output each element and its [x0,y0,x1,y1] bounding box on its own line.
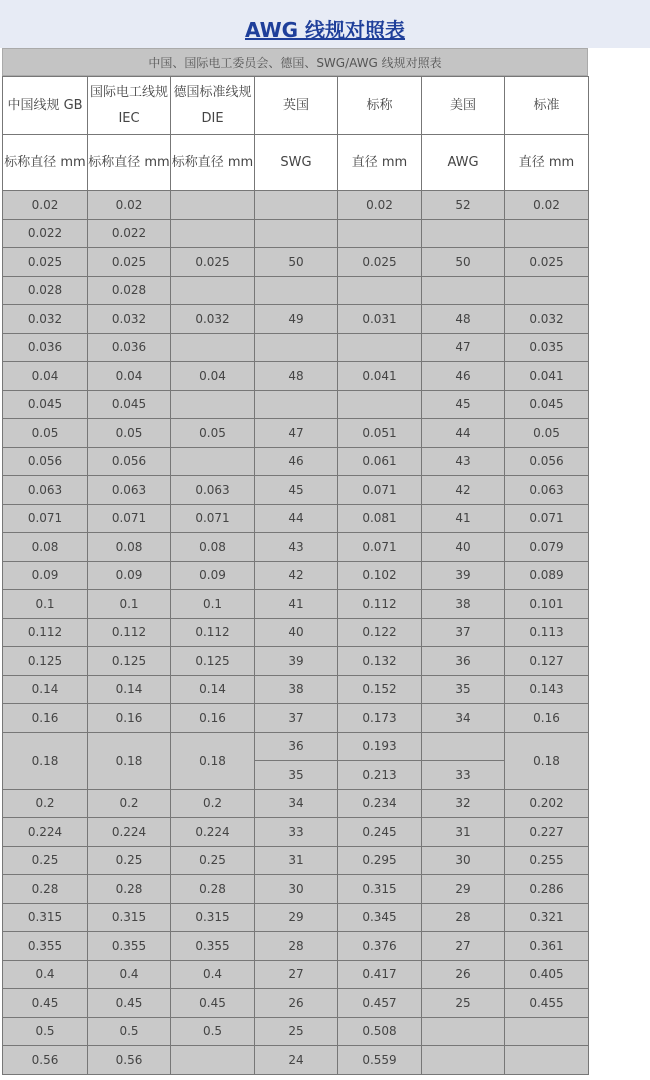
cell-swg-mm: 0.417 [338,960,422,989]
header-row [3,77,589,135]
cell-awg-mm: 0.032 [505,305,589,334]
cell-gb: 0.04 [3,362,88,391]
cell-die [171,191,255,220]
cell-iec: 0.2 [88,789,171,818]
table-row [3,219,589,248]
cell-iec: 0.063 [88,476,171,505]
header-us: 美国 [422,77,505,135]
cell-swg-mm: 0.376 [338,932,422,961]
cell-swg-mm [338,219,422,248]
cell-die: 0.2 [171,789,255,818]
cell-swg-mm [338,276,422,305]
cell-iec: 0.071 [88,504,171,533]
cell-awg-mm: 0.143 [505,675,589,704]
cell-iec: 0.112 [88,618,171,647]
cell-iec: 0.028 [88,276,171,305]
cell-gb: 0.025 [3,248,88,277]
cell-awg: 36 [422,647,505,676]
table-row [3,533,589,562]
cell-swg-mm: 0.061 [338,447,422,476]
cell-swg [255,333,338,362]
table-row [3,590,589,619]
cell-awg: 25 [422,989,505,1018]
cell-swg: 40 [255,618,338,647]
cell-awg-mm: 0.255 [505,846,589,875]
cell-die: 0.355 [171,932,255,961]
cell-die [171,333,255,362]
cell-swg-mm: 0.041 [338,362,422,391]
cell-swg: 50 [255,248,338,277]
cell-gb: 0.355 [3,932,88,961]
header-swg-mm: 直径 mm [338,135,422,191]
cell-gb: 0.28 [3,875,88,904]
cell-awg-mm: 0.071 [505,504,589,533]
cell-awg-mm [505,219,589,248]
cell-awg-mm: 0.405 [505,960,589,989]
cell-swg-mm: 0.193 [338,732,422,761]
cell-awg-mm: 0.056 [505,447,589,476]
table-row [3,561,589,590]
cell-swg: 24 [255,1046,338,1075]
cell-awg: 40 [422,533,505,562]
header-standard: 标准 [505,77,589,135]
cell-awg: 48 [422,305,505,334]
cell-swg: 48 [255,362,338,391]
table-row [3,333,589,362]
cell-awg: 34 [422,704,505,733]
cell-swg-mm: 0.071 [338,476,422,505]
cell-awg-mm: 0.455 [505,989,589,1018]
table-row [3,447,589,476]
cell-swg-mm: 0.025 [338,248,422,277]
cell-swg-mm: 0.234 [338,789,422,818]
header-uk: 英国 [255,77,338,135]
cell-iec: 0.02 [88,191,171,220]
cell-iec: 0.022 [88,219,171,248]
table-body-split [3,732,589,789]
cell-swg: 34 [255,789,338,818]
table-row [3,362,589,391]
cell-swg: 29 [255,903,338,932]
header-row-units [3,135,589,191]
cell-iec: 0.315 [88,903,171,932]
cell-swg: 45 [255,476,338,505]
cell-gb: 0.45 [3,989,88,1018]
cell-awg-mm: 0.16 [505,704,589,733]
cell-awg-mm: 0.286 [505,875,589,904]
cell-awg-mm: 0.02 [505,191,589,220]
cell-gb: 0.063 [3,476,88,505]
cell-swg [255,191,338,220]
cell-gb: 0.16 [3,704,88,733]
cell-die: 0.28 [171,875,255,904]
cell-awg [422,276,505,305]
cell-swg-mm: 0.315 [338,875,422,904]
cell-awg: 35 [422,675,505,704]
cell-die: 0.4 [171,960,255,989]
cell-iec: 0.025 [88,248,171,277]
cell-iec: 0.036 [88,333,171,362]
cell-awg-mm: 0.113 [505,618,589,647]
cell-iec: 0.25 [88,846,171,875]
cell-swg [255,219,338,248]
cell-awg-mm: 0.041 [505,362,589,391]
cell-swg-mm: 0.173 [338,704,422,733]
cell-swg: 31 [255,846,338,875]
cell-awg: 28 [422,903,505,932]
cell-awg-mm: 0.089 [505,561,589,590]
table-row [3,647,589,676]
cell-awg-mm: 0.361 [505,932,589,961]
cell-die: 0.14 [171,675,255,704]
cell-swg: 44 [255,504,338,533]
cell-awg [422,219,505,248]
cell-gb: 0.125 [3,647,88,676]
table-subtitle: 中国、国际电工委员会、德国、SWG/AWG 线规对照表 [2,48,588,76]
cell-die: 0.25 [171,846,255,875]
cell-swg-mm: 0.122 [338,618,422,647]
header-awg: AWG [422,135,505,191]
cell-die: 0.025 [171,248,255,277]
cell-gb: 0.022 [3,219,88,248]
cell-die: 0.112 [171,618,255,647]
cell-iec: 0.18 [88,732,171,789]
cell-gb: 0.4 [3,960,88,989]
cell-gb: 0.05 [3,419,88,448]
table-row [3,989,589,1018]
cell-swg: 43 [255,533,338,562]
cell-gb: 0.112 [3,618,88,647]
cell-swg [255,276,338,305]
cell-awg-mm: 0.045 [505,390,589,419]
header-iec: 国际电工线规 IEC [88,77,171,135]
cell-gb: 0.14 [3,675,88,704]
cell-awg: 52 [422,191,505,220]
table-row [3,618,589,647]
cell-awg: 33 [422,761,505,790]
cell-iec: 0.1 [88,590,171,619]
cell-iec: 0.09 [88,561,171,590]
cell-swg-mm: 0.051 [338,419,422,448]
cell-die: 0.09 [171,561,255,590]
cell-swg: 26 [255,989,338,1018]
cell-swg: 41 [255,590,338,619]
cell-swg-mm [338,333,422,362]
table-row [3,1046,589,1075]
cell-iec: 0.045 [88,390,171,419]
cell-swg-mm: 0.213 [338,761,422,790]
cell-swg-mm: 0.071 [338,533,422,562]
cell-iec: 0.4 [88,960,171,989]
cell-gb: 0.2 [3,789,88,818]
table-row [3,932,589,961]
cell-awg: 37 [422,618,505,647]
table-row [3,675,589,704]
cell-die: 0.18 [171,732,255,789]
cell-die [171,390,255,419]
cell-iec: 0.56 [88,1046,171,1075]
table-body-top [3,191,589,733]
cell-awg-mm [505,1017,589,1046]
table-row [3,191,589,220]
cell-awg: 26 [422,960,505,989]
cell-swg-mm: 0.102 [338,561,422,590]
header-gb-unit: 标称直径 mm [3,135,88,191]
cell-die: 0.08 [171,533,255,562]
cell-iec: 0.032 [88,305,171,334]
cell-gb: 0.56 [3,1046,88,1075]
cell-swg: 35 [255,761,338,790]
cell-swg-mm: 0.081 [338,504,422,533]
cell-die: 0.071 [171,504,255,533]
table-row [3,1017,589,1046]
cell-swg: 36 [255,732,338,761]
cell-swg: 42 [255,561,338,590]
cell-swg: 47 [255,419,338,448]
cell-gb: 0.056 [3,447,88,476]
cell-swg: 37 [255,704,338,733]
cell-swg-mm: 0.112 [338,590,422,619]
cell-swg-mm: 0.345 [338,903,422,932]
cell-swg: 27 [255,960,338,989]
table-row [3,818,589,847]
table-row [3,504,589,533]
cell-die: 0.063 [171,476,255,505]
table-row [3,704,589,733]
cell-gb: 0.028 [3,276,88,305]
cell-swg: 30 [255,875,338,904]
header-swg: SWG [255,135,338,191]
cell-awg: 32 [422,789,505,818]
page-title: AWG 线规对照表 [244,18,406,42]
cell-swg-mm: 0.245 [338,818,422,847]
cell-die: 0.1 [171,590,255,619]
cell-swg-mm: 0.132 [338,647,422,676]
header-iec-unit: 标称直径 mm [88,135,171,191]
cell-awg [422,1046,505,1075]
cell-swg-mm: 0.508 [338,1017,422,1046]
cell-awg: 29 [422,875,505,904]
cell-awg [422,732,505,761]
cell-swg-mm: 0.02 [338,191,422,220]
cell-iec: 0.05 [88,419,171,448]
cell-awg: 41 [422,504,505,533]
cell-swg-mm: 0.457 [338,989,422,1018]
cell-awg: 50 [422,248,505,277]
table-row [3,846,589,875]
header-nominal: 标称 [338,77,422,135]
cell-die [171,447,255,476]
title-bar [0,0,650,48]
cell-awg: 27 [422,932,505,961]
header-awg-mm: 直径 mm [505,135,589,191]
cell-awg-mm [505,1046,589,1075]
cell-die [171,276,255,305]
cell-iec: 0.16 [88,704,171,733]
cell-swg: 28 [255,932,338,961]
cell-awg-mm: 0.321 [505,903,589,932]
cell-gb: 0.25 [3,846,88,875]
cell-iec: 0.5 [88,1017,171,1046]
table-row [3,960,589,989]
header-die: 德国标准线规 DIE [171,77,255,135]
cell-die: 0.16 [171,704,255,733]
table-row [3,789,589,818]
table-row [3,305,589,334]
cell-swg: 39 [255,647,338,676]
header-die-unit: 标称直径 mm [171,135,255,191]
cell-die: 0.032 [171,305,255,334]
cell-swg-mm: 0.031 [338,305,422,334]
cell-die: 0.224 [171,818,255,847]
cell-swg: 25 [255,1017,338,1046]
cell-iec: 0.14 [88,675,171,704]
cell-awg-mm: 0.202 [505,789,589,818]
cell-awg-mm: 0.101 [505,590,589,619]
table-row [3,419,589,448]
cell-die: 0.125 [171,647,255,676]
cell-swg: 49 [255,305,338,334]
cell-awg-mm [505,276,589,305]
cell-awg-mm: 0.127 [505,647,589,676]
wire-gauge-sheet [2,48,588,1075]
cell-gb: 0.315 [3,903,88,932]
cell-awg: 45 [422,390,505,419]
cell-iec: 0.45 [88,989,171,1018]
cell-gb: 0.1 [3,590,88,619]
cell-awg-mm: 0.025 [505,248,589,277]
cell-awg: 44 [422,419,505,448]
cell-die [171,1046,255,1075]
table-row [3,390,589,419]
cell-swg-mm: 0.559 [338,1046,422,1075]
cell-swg-mm [338,390,422,419]
cell-awg: 47 [422,333,505,362]
table-row [3,875,589,904]
cell-iec: 0.08 [88,533,171,562]
table-row [3,476,589,505]
cell-awg-mm: 0.079 [505,533,589,562]
cell-swg-mm: 0.152 [338,675,422,704]
cell-awg: 30 [422,846,505,875]
cell-die: 0.5 [171,1017,255,1046]
cell-awg: 46 [422,362,505,391]
cell-iec: 0.28 [88,875,171,904]
cell-gb: 0.045 [3,390,88,419]
cell-iec: 0.355 [88,932,171,961]
cell-gb: 0.02 [3,191,88,220]
header-gb: 中国线规 GB [3,77,88,135]
table-row [3,276,589,305]
cell-die [171,219,255,248]
cell-swg: 38 [255,675,338,704]
cell-gb: 0.032 [3,305,88,334]
cell-awg: 38 [422,590,505,619]
cell-die: 0.45 [171,989,255,1018]
cell-swg-mm: 0.295 [338,846,422,875]
cell-iec: 0.224 [88,818,171,847]
cell-swg [255,390,338,419]
cell-die: 0.04 [171,362,255,391]
cell-swg: 33 [255,818,338,847]
cell-awg [422,1017,505,1046]
cell-awg: 39 [422,561,505,590]
cell-iec: 0.04 [88,362,171,391]
table-body-bottom [3,789,589,1074]
cell-awg: 42 [422,476,505,505]
cell-gb: 0.08 [3,533,88,562]
cell-gb: 0.5 [3,1017,88,1046]
cell-swg: 46 [255,447,338,476]
wire-gauge-table [2,76,589,1075]
cell-awg-mm: 0.05 [505,419,589,448]
table-row [3,903,589,932]
cell-awg-mm: 0.063 [505,476,589,505]
cell-die: 0.05 [171,419,255,448]
cell-iec: 0.125 [88,647,171,676]
cell-awg: 43 [422,447,505,476]
cell-gb: 0.071 [3,504,88,533]
cell-iec: 0.056 [88,447,171,476]
cell-awg: 31 [422,818,505,847]
cell-gb: 0.18 [3,732,88,789]
cell-gb: 0.224 [3,818,88,847]
table-row [3,248,589,277]
cell-awg-mm: 0.18 [505,732,589,789]
table-row [3,732,589,761]
cell-gb: 0.09 [3,561,88,590]
cell-die: 0.315 [171,903,255,932]
cell-awg-mm: 0.227 [505,818,589,847]
cell-gb: 0.036 [3,333,88,362]
cell-awg-mm: 0.035 [505,333,589,362]
